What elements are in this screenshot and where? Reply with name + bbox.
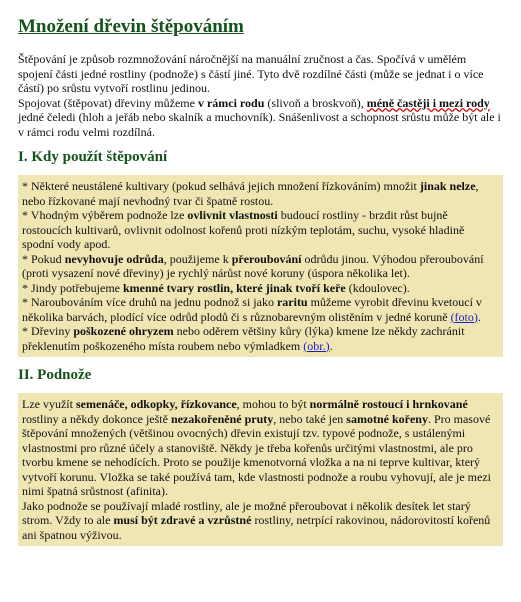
text-run: . Pro masové štěpování množených (většinou ovocných) dřevin existují tzv. typové podnože, s ustálenými vlastnostmi pro různé účely a stanoviště. Někdy je třeba kořenůs určitými vlastnostmi, ale pro tvorbu kmene se nehodících. Proto se použije kmenotvorná vložka a na ni teprve kultivar, který vytvoří korunu. Vložka se také používá tam, kde vlastnosti podnože a roubu vyhovují, ale je mezi nimi špatná srůstnost (afinita). xyxy=(22,411,491,498)
text-run: (slivoň a broskvoň), xyxy=(264,95,367,110)
bold-run: nezakořeněné pruty xyxy=(170,411,274,426)
bold-run: přeroubování xyxy=(231,251,302,266)
list-item xyxy=(22,179,499,208)
intro-paragraph-2 xyxy=(18,96,503,140)
text-run: * Dřeviny xyxy=(22,324,74,338)
page-title: Množení dřevin štěpováním xyxy=(18,16,244,37)
section-1-box xyxy=(18,175,503,357)
text-run: , nebo také jen xyxy=(273,411,347,426)
section-2-box xyxy=(18,393,503,546)
bold-run: samotné kořeny xyxy=(346,411,428,426)
photo-link[interactable]: (foto) xyxy=(450,309,478,324)
text-run: . xyxy=(329,338,333,353)
text-run: , nebo řízkované mají nevhodný tvar či špatně rostou. xyxy=(22,179,479,208)
text-run: Lze využít xyxy=(22,397,76,411)
paragraph xyxy=(22,499,499,543)
list-item xyxy=(22,295,499,324)
text-run: můžeme vyrobit dřevinu kvetoucí v několika barvách, plodící více odrůd plodů či s různobarevným olistěním v jedné koruně xyxy=(22,295,482,324)
bold-run: jinak nelze xyxy=(419,179,476,193)
image-link[interactable]: (obr.) xyxy=(303,338,330,353)
intro-section xyxy=(18,52,503,139)
text-run: * Jindy potřebujeme xyxy=(22,280,123,295)
bold-run: semenáče, odkopky, řízkovance xyxy=(75,397,237,411)
bold-run: méně častěji i mezi rody xyxy=(366,95,490,110)
list-item xyxy=(22,281,499,296)
text-run: rostliny a někdy dokonce ještě xyxy=(22,411,171,426)
bold-run: v rámci rodu xyxy=(197,95,265,110)
text-run: budoucí rostliny - brzdit růst bujně rostoucích kultivarů, ovlivnit odolnost kořenů proti nízkým teplotám, suchu, vysoké hladině spodní vody apod. xyxy=(22,208,465,251)
text-run: rostliny, netrpící rakovinou, nádorovitostí kořenů ani špatnou výživou. xyxy=(22,513,491,542)
section-1-heading: I. Kdy použít štěpování xyxy=(18,149,168,165)
text-run: Spojovat (štěpovat) dřeviny můžeme xyxy=(18,95,198,110)
text-run: * Naroubováním více druhů na jednu podnož si jako xyxy=(22,295,277,309)
bold-run: musí být zdravé a vzrůstné xyxy=(113,513,252,527)
list-item xyxy=(22,208,499,252)
text-run: * Vhodným výběrem podnože lze xyxy=(22,208,188,222)
text-run: nebo oděrem většiny kůry (lýka) kmene lze někdy zachránit překlenutím poškozeného místa roubem nebo výmladkem xyxy=(22,324,465,353)
text-run: , použijeme k xyxy=(163,251,232,266)
bold-run: kmenné tvary rostlin, které jinak tvoří keře xyxy=(122,280,346,295)
text-run: jedné čeledi (hloh a jeřáb nebo skalník a muchovník). Snášenlivost a schopnost srůstu může být ale i v rámci rodu velmi rozdílná. xyxy=(18,110,501,139)
list-item xyxy=(22,324,499,353)
bold-run: normálně rostoucí i hrnkované xyxy=(309,397,468,411)
paragraph xyxy=(22,397,499,499)
text-run: (kdoulovec). xyxy=(345,280,410,295)
intro-paragraph-1: Štěpování je způsob rozmnožování náročnější na manuální zručnost a čas. Spočívá v umělém spojení části jedné rostliny (podnože) s částí jiné. Tyto dvě rozdílné části (může se jednat i o více částí) po srůstu vytvoří rostlinu jedinou. xyxy=(18,52,484,95)
bold-run: ovlivnit vlastnosti xyxy=(187,208,278,222)
text-run: * Pokud xyxy=(22,251,65,266)
text-run: Jako podnože se používají mladé rostliny, ale je možné přeroubovat i několik desítek let starý strom. Vždy to ale xyxy=(22,498,471,527)
text-run: odrůdu jinou. Výhodou přeroubování (proti vysazení nové dřeviny) je rychlý nárůst nové koruny (úspora několika let). xyxy=(22,251,484,280)
text-run: . xyxy=(477,309,481,324)
list-item xyxy=(22,252,499,281)
bold-run: nevyhovuje odrůda xyxy=(64,251,164,266)
text-run: , mohou to být xyxy=(236,397,310,411)
bold-run: raritu xyxy=(276,295,308,309)
bold-run: poškozené ohryzem xyxy=(73,324,174,338)
text-run: * Některé neustálené kultivary (pokud selhává jejich množení řízkováním) množit xyxy=(22,179,420,193)
section-2-heading: II. Podnože xyxy=(18,367,92,383)
